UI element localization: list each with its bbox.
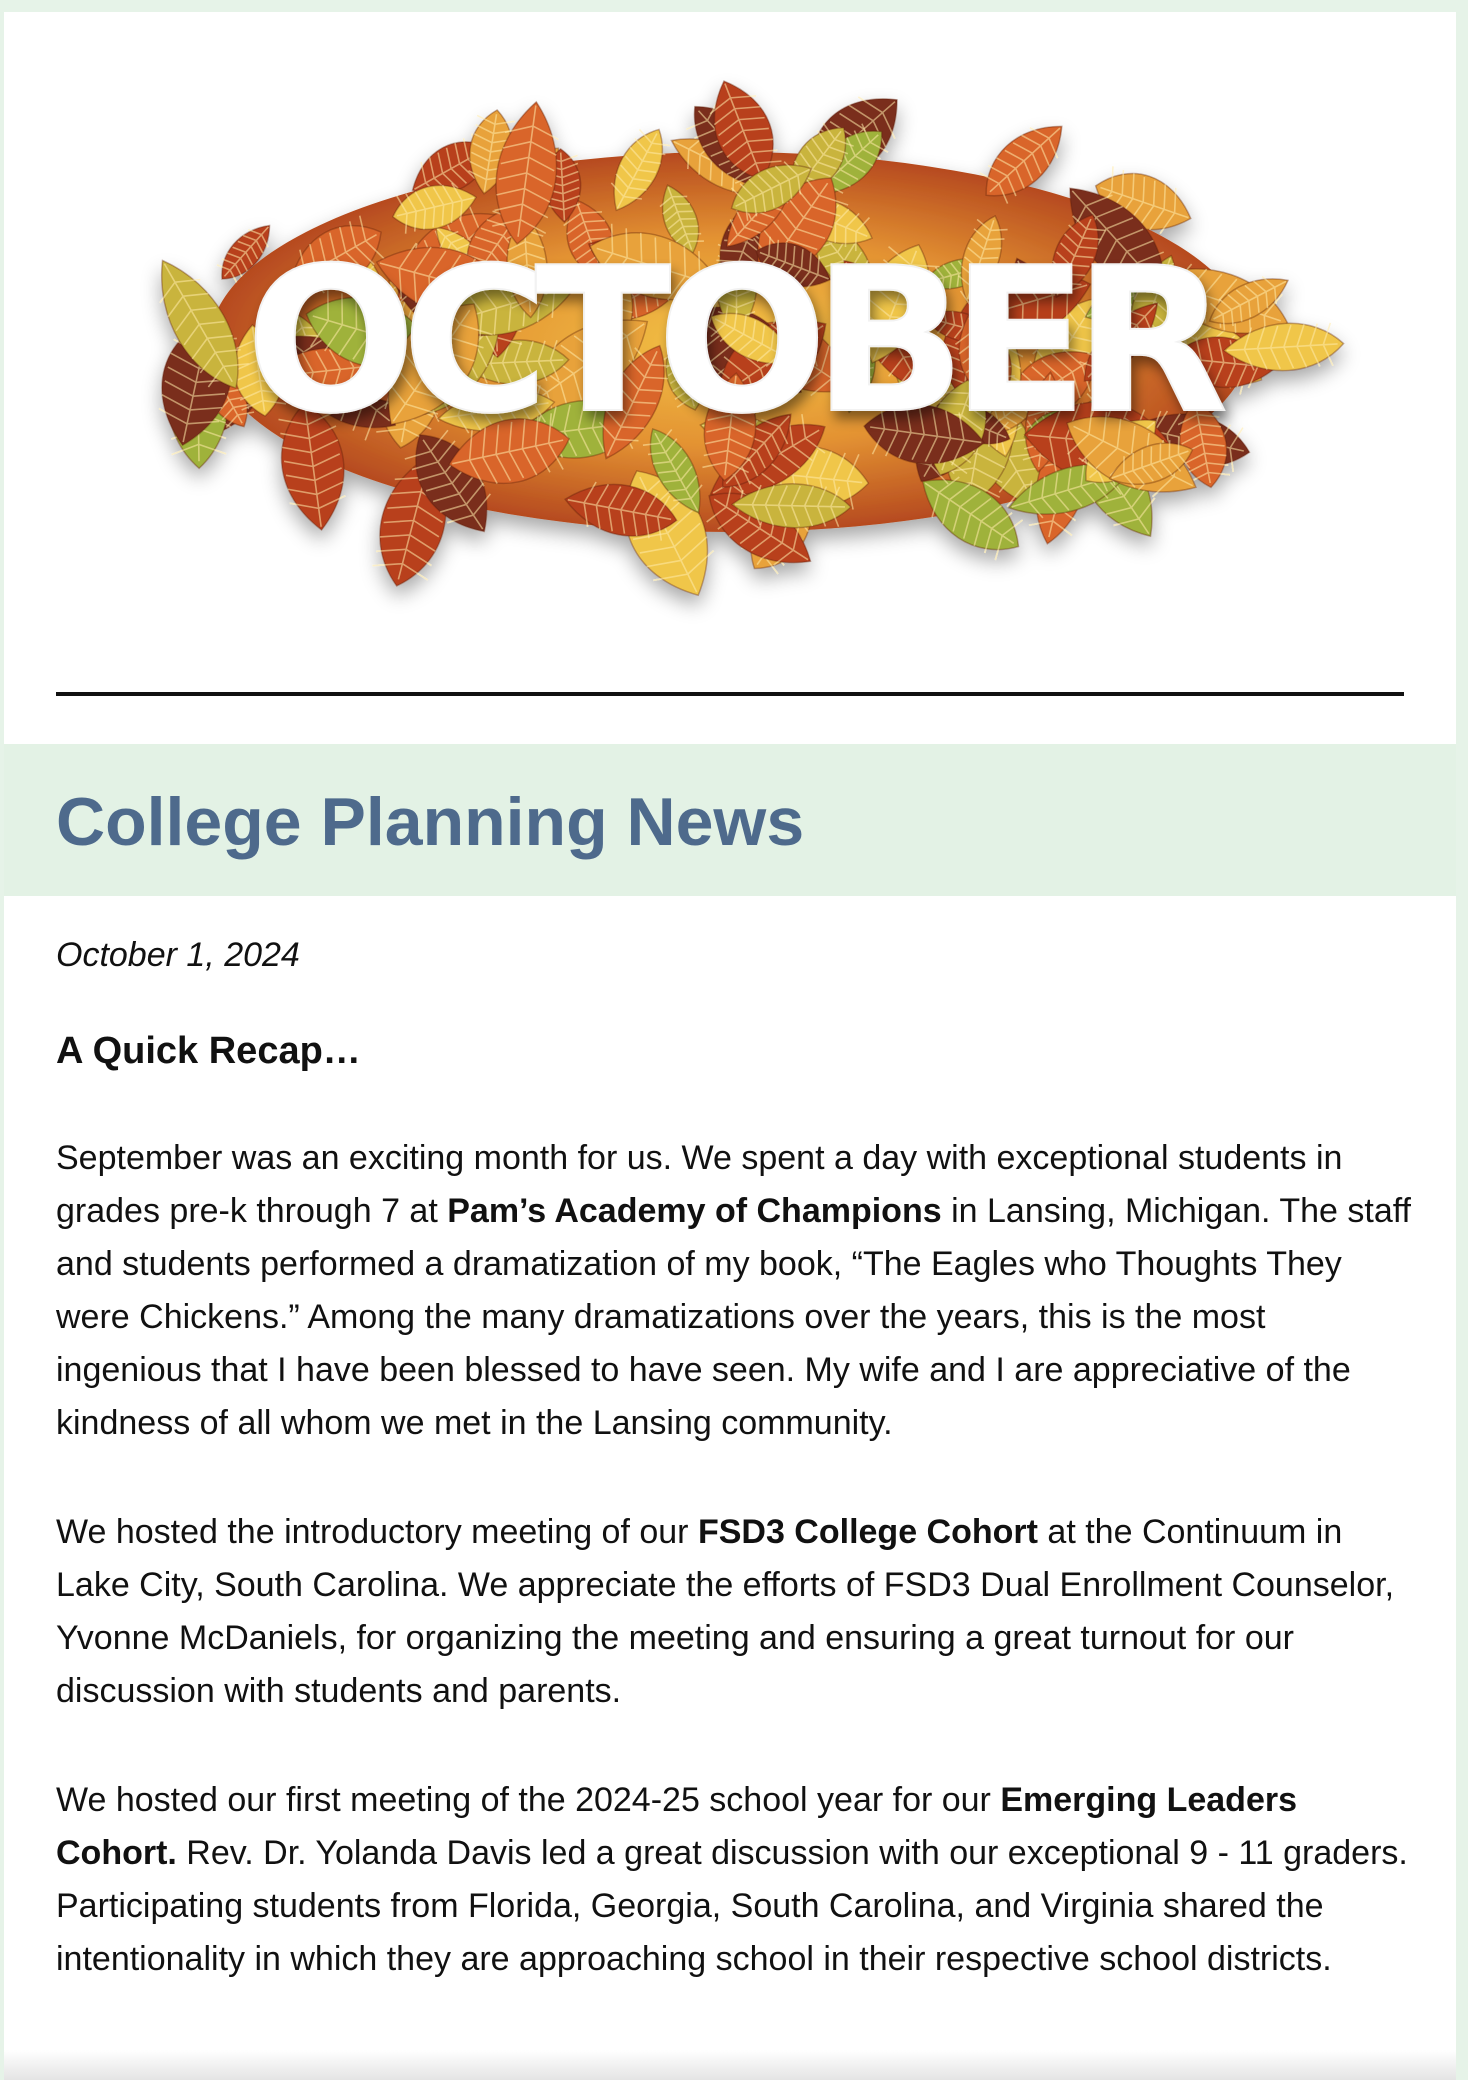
recap-paragraph-fsd3 [56,1506,1416,1718]
bold-cohort-name: FSD3 College Cohort [697,1513,1038,1551]
paragraph-text: at the Continuum in Lake City, South Carolina. We appreciate the efforts of FSD3 Dual Enrollment Counselor, Yvonne McDaniels, for organizing the meeting and ensuring a great turnout for our discussion with students and parents. [56,1513,1395,1710]
paragraph-text: September was an exciting month for us. We spent a day with exceptional students in grades pre-k through 7 at [56,1139,1343,1230]
recap-heading: A Quick Recap… [56,1030,361,1072]
divider-line [56,692,1404,696]
scroll-fade [4,2050,1456,2080]
paragraph-text: We hosted our first meeting of the 2024-25 school year for our [56,1781,1001,1819]
bold-cohort-name: Emerging Leaders Cohort. [56,1781,1297,1872]
paragraph-text: in Lansing, Michigan. The staff and students performed a dramatization of my book, “The Eagles who Thoughts They were Chickens.” Among the many dramatizations over the years, this is the most ingenious that I have been blessed to have seen. My wife and I are appreciative of the kindness of all whom we met in the Lansing community. [56,1192,1411,1442]
recap-paragraph-september [56,1132,1416,1450]
newsletter-body [56,930,1416,1986]
october-title-text: OCTOBER [245,225,1215,458]
issue-date: October 1, 2024 [56,936,300,974]
newsletter-card [4,12,1456,2080]
newsletter-title: College Planning News [56,784,805,860]
recap-paragraph-emerging-leaders [56,1774,1416,1986]
october-hero-image [4,12,1456,692]
section-banner [4,744,1456,896]
bold-academy-name: Pam’s Academy of Champions [447,1192,942,1230]
autumn-leaves-illustration [4,12,1456,692]
paragraph-text: We hosted the introductory meeting of our [56,1513,698,1551]
paragraph-text: Rev. Dr. Yolanda Davis led a great discussion with our exceptional 9 - 11 graders. Participating students from Florida, Georgia, South Carolina, and Virginia shared the intentionality in which they are approaching school in their respective school districts. [56,1834,1408,1978]
